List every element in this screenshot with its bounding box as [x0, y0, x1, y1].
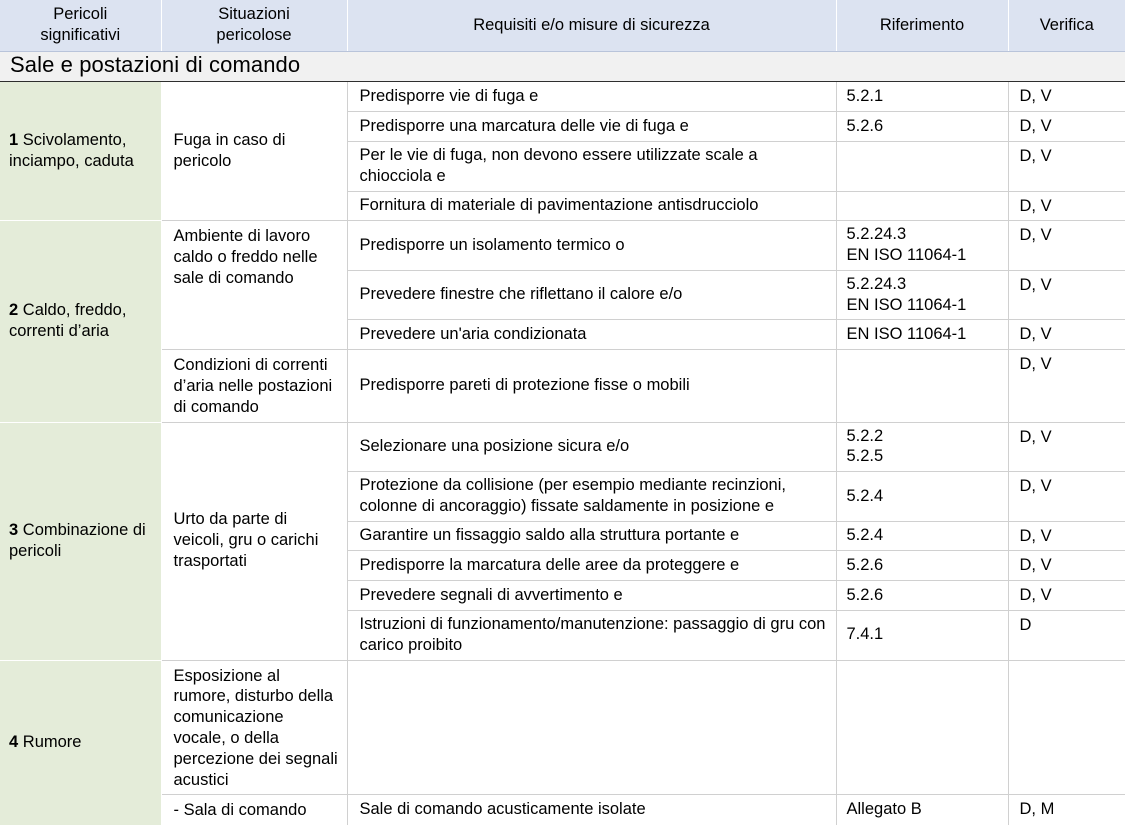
- requirement-cell: Prevedere un'aria condizionata: [347, 320, 836, 350]
- hazard-cell-1: [0, 82, 161, 221]
- reference-cell: 5.2.2 5.2.5: [836, 422, 1008, 472]
- reference-cell: EN ISO 11064-1: [836, 320, 1008, 350]
- requirement-cell: Fornitura di materiale di pavimentazione antisdrucciolo: [347, 191, 836, 221]
- column-header-pericoli-significativi: Pericoli significativi: [0, 0, 161, 52]
- verification-cell: D, V: [1008, 320, 1125, 350]
- hazard-label: Scivolamento, inciampo, caduta: [9, 131, 134, 170]
- requirement-cell: Sale di comando acusticamente isolate: [347, 795, 836, 825]
- reference-cell: [836, 191, 1008, 221]
- verification-cell: D, V: [1008, 82, 1125, 112]
- requirement-cell: Garantire un fissaggio saldo alla struttura portante e: [347, 521, 836, 551]
- reference-cell: Allegato B: [836, 795, 1008, 825]
- verification-cell: D, V: [1008, 112, 1125, 142]
- requirement-cell: Predisporre la marcatura delle aree da proteggere e: [347, 551, 836, 581]
- reference-cell: 5.2.6: [836, 581, 1008, 611]
- verification-cell: D, V: [1008, 551, 1125, 581]
- hazard-cell-2: [0, 221, 161, 422]
- requirement-cell: Predisporre vie di fuga e: [347, 82, 836, 112]
- hazard-number: 4: [9, 732, 19, 751]
- table-row: [0, 350, 1125, 422]
- requirement-cell: Predisporre pareti di protezione fisse o mobili: [347, 350, 836, 422]
- table-body: [0, 52, 1125, 825]
- table-row: [0, 221, 1125, 271]
- verification-cell: D, V: [1008, 472, 1125, 522]
- verification-cell: D, V: [1008, 422, 1125, 472]
- situation-cell: Fuga in caso di pericolo: [161, 82, 347, 221]
- verification-cell: D, V: [1008, 141, 1125, 191]
- verification-cell: D, V: [1008, 191, 1125, 221]
- requirement-cell: Istruzioni di funzionamento/manutenzione: passaggio di gru con carico proibito: [347, 611, 836, 661]
- verification-cell: D, V: [1008, 350, 1125, 422]
- table-row: [0, 660, 1125, 795]
- verification-cell: D, V: [1008, 581, 1125, 611]
- table-row: [0, 82, 1125, 112]
- hazard-number: 3: [9, 520, 19, 539]
- reference-cell: 5.2.6: [836, 551, 1008, 581]
- column-header-situazioni-pericolose: Situazioni pericolose: [161, 0, 347, 52]
- hazard-label: Caldo, freddo, correnti d’aria: [9, 301, 127, 340]
- reference-cell: 7.4.1: [836, 611, 1008, 661]
- requirement-cell: [347, 660, 836, 795]
- requirement-cell: Predisporre una marcatura delle vie di fuga e: [347, 112, 836, 142]
- reference-cell: 5.2.6: [836, 112, 1008, 142]
- section-title: Sale e postazioni di comando: [0, 52, 1125, 82]
- column-header-riferimento: Riferimento: [836, 0, 1008, 52]
- requirement-cell: Selezionare una posizione sicura e/o: [347, 422, 836, 472]
- table-row: [0, 795, 1125, 825]
- reference-cell: 5.2.1: [836, 82, 1008, 112]
- reference-cell: 5.2.24.3 EN ISO 11064-1: [836, 221, 1008, 271]
- verification-cell: D, V: [1008, 221, 1125, 271]
- hazard-number: 2: [9, 301, 19, 320]
- verification-cell: D, M: [1008, 795, 1125, 825]
- requirement-cell: Prevedere finestre che riflettano il calore e/o: [347, 270, 836, 320]
- hazard-cell-4: [0, 660, 161, 825]
- situation-cell: Condizioni di correnti d’aria nelle postazioni di comando: [161, 350, 347, 422]
- verification-cell: [1008, 660, 1125, 795]
- column-header-requisiti: Requisiti e/o misure di sicurezza: [347, 0, 836, 52]
- reference-cell: [836, 141, 1008, 191]
- hazard-label: Rumore: [22, 732, 82, 751]
- verification-cell: D: [1008, 611, 1125, 661]
- hazard-number: 1: [9, 131, 19, 150]
- requirement-cell: Protezione da collisione (per esempio mediante recinzioni, colonne di ancoraggio) fissate saldamente in posizione e: [347, 472, 836, 522]
- requirement-cell: Predisporre un isolamento termico o: [347, 221, 836, 271]
- verification-cell: D, V: [1008, 270, 1125, 320]
- table-header: [0, 0, 1125, 52]
- situation-cell: - Sala di comando: [161, 795, 347, 825]
- verification-cell: D, V: [1008, 521, 1125, 551]
- hazard-label: Combinazione di pericoli: [9, 520, 146, 560]
- situation-cell: Ambiente di lavoro caldo o freddo nelle sale di comando: [161, 221, 347, 350]
- requirement-cell: Per le vie di fuga, non devono essere utilizzate scale a chiocciola e: [347, 141, 836, 191]
- reference-cell: [836, 350, 1008, 422]
- reference-cell: 5.2.4: [836, 472, 1008, 522]
- situation-cell: Esposizione al rumore, disturbo della comunicazione vocale, o della percezione dei segnali acustici: [161, 660, 347, 795]
- reference-cell: 5.2.4: [836, 521, 1008, 551]
- reference-cell: [836, 660, 1008, 795]
- reference-cell: 5.2.24.3 EN ISO 11064-1: [836, 270, 1008, 320]
- hazard-cell-3: [0, 422, 161, 660]
- requirement-cell: Prevedere segnali di avvertimento e: [347, 581, 836, 611]
- situation-cell: Urto da parte di veicoli, gru o carichi trasportati: [161, 422, 347, 660]
- header-row: [0, 0, 1125, 52]
- column-header-verifica: Verifica: [1008, 0, 1125, 52]
- table-row: [0, 422, 1125, 472]
- section-title-row: [0, 52, 1125, 82]
